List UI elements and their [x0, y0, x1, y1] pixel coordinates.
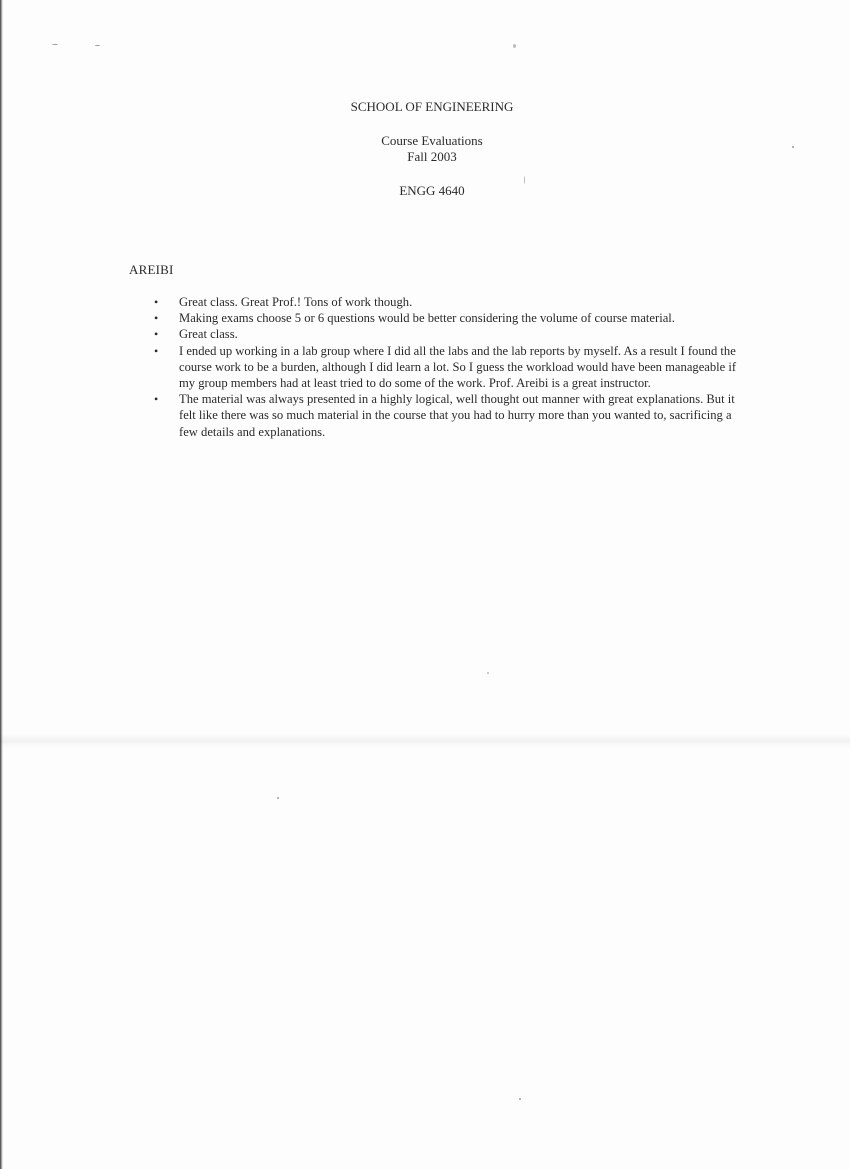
bullet-icon: •: [154, 311, 159, 326]
comment-list: [150, 294, 740, 440]
scan-speck: [487, 672, 489, 674]
comment-item: [150, 343, 740, 392]
evaluation-title-block: [0, 133, 850, 165]
comment-item: [150, 294, 740, 310]
comment-item: [150, 326, 740, 342]
page-fold-line: [0, 734, 850, 748]
bullet-icon: •: [154, 327, 159, 342]
course-code: ENGG 4640: [399, 183, 465, 198]
bullet-icon: •: [154, 392, 159, 407]
bullet-icon: •: [154, 343, 159, 358]
bullet-icon: •: [154, 295, 159, 309]
evaluation-title: Course Evaluations: [381, 133, 483, 148]
comment-text: Great class.: [179, 327, 238, 342]
evaluation-term: Fall 2003: [407, 149, 457, 164]
comment-text: I ended up working in a lab group where I did all the labs and the lab reports by myself. As a result I found the course work to be a burden, although I did learn a lot. So I guess the workload would have been manageable if my group members had at least tried to do some of the work. Prof. Areibi is a great instructor.: [179, 343, 737, 391]
comment-text: The material was always presented in a highly logical, well thought out manner with great explanations. But it felt like there was so much material in the course that you had to hurry more than you wanted to, sacrificing a few details and explanations.: [179, 392, 735, 439]
comment-item: [150, 310, 740, 326]
scan-speck: [95, 45, 100, 46]
comment-text: Making exams choose 5 or 6 questions would be better considering the volume of course material.: [179, 311, 675, 326]
comment-item: [150, 391, 740, 440]
document-header: [0, 99, 850, 199]
instructor-name: AREIBI: [129, 262, 174, 277]
scan-speck: [513, 44, 516, 48]
scan-speck: [52, 44, 58, 45]
scan-speck: [277, 797, 279, 799]
school-name: SCHOOL OF ENGINEERING: [350, 99, 514, 114]
scan-speck: [519, 1098, 521, 1100]
comment-text: Great class. Great Prof.! Tons of work though.: [179, 295, 413, 309]
